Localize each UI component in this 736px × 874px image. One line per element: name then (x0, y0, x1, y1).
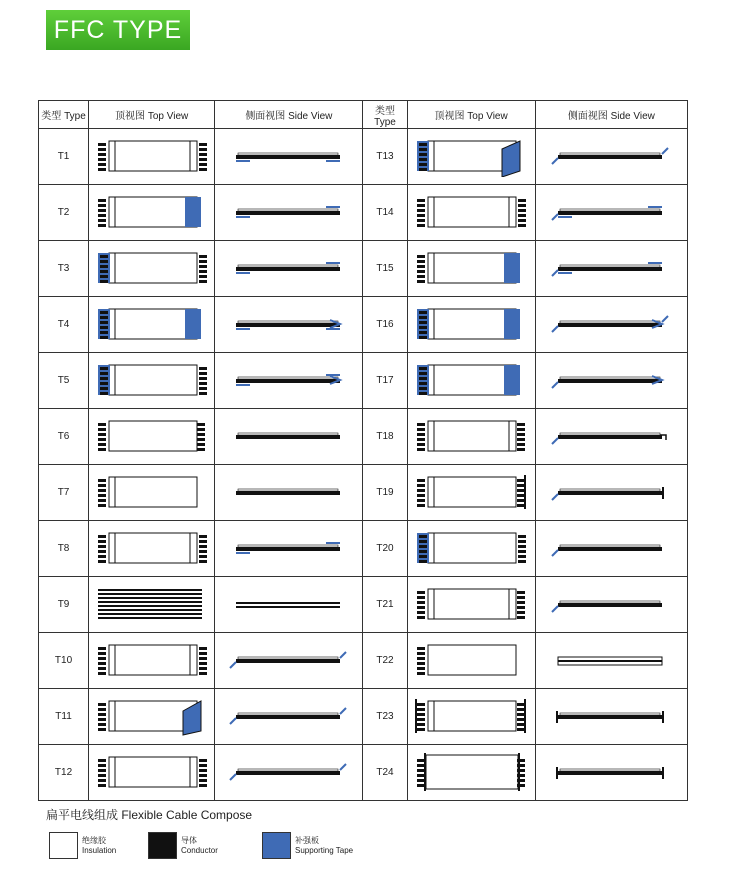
side-view-drawing (548, 478, 674, 508)
side-view-drawing (226, 702, 352, 732)
type-label: T14 (363, 185, 407, 241)
type-label: T23 (363, 689, 407, 745)
legend-insulation (49, 832, 116, 859)
side-view-drawing (548, 198, 674, 228)
top-view-drawing (95, 641, 209, 681)
top-view-cell (407, 465, 535, 521)
side-view-cell (535, 465, 687, 521)
top-view-cell (407, 129, 535, 185)
table-row (39, 409, 688, 465)
side-view-drawing (548, 310, 674, 340)
side-view-drawing (226, 366, 352, 396)
header-type-right: 类型 Type (363, 101, 407, 129)
side-view-drawing (226, 142, 352, 172)
side-view-drawing (226, 198, 352, 228)
top-view-drawing (95, 137, 209, 177)
top-view-drawing (414, 697, 528, 737)
top-view-drawing (414, 305, 528, 345)
type-label: T12 (39, 745, 89, 801)
table-row (39, 745, 688, 801)
top-view-cell (89, 745, 215, 801)
side-view-drawing (226, 478, 352, 508)
side-view-cell (215, 409, 363, 465)
ffc-type-table (38, 100, 688, 801)
side-view-cell (215, 241, 363, 297)
type-label: T9 (39, 577, 89, 633)
table-row (39, 129, 688, 185)
top-view-cell (407, 241, 535, 297)
header-type-left: 类型 Type (39, 101, 89, 129)
top-view-drawing (95, 305, 209, 345)
top-view-drawing (95, 697, 209, 737)
top-view-drawing (95, 417, 209, 457)
top-view-drawing (414, 585, 528, 625)
side-view-cell (215, 297, 363, 353)
type-label: T11 (39, 689, 89, 745)
side-view-drawing (226, 590, 352, 620)
type-label: T19 (363, 465, 407, 521)
top-view-cell (407, 521, 535, 577)
top-view-drawing (95, 193, 209, 233)
page-title: FFC TYPE (46, 10, 190, 50)
table-header-row (39, 101, 688, 129)
top-view-cell (89, 577, 215, 633)
legend-tape (262, 832, 353, 859)
side-view-cell (215, 129, 363, 185)
top-view-cell (89, 241, 215, 297)
top-view-cell (407, 577, 535, 633)
table-row (39, 633, 688, 689)
side-view-cell (535, 745, 687, 801)
side-view-cell (535, 521, 687, 577)
top-view-drawing (414, 417, 528, 457)
type-label: T10 (39, 633, 89, 689)
table-row (39, 241, 688, 297)
top-view-cell (89, 185, 215, 241)
top-view-cell (89, 409, 215, 465)
legend-tape-en: Supporting Tape (295, 845, 354, 855)
legend-title: 扁平电线组成 Flexible Cable Compose (46, 808, 253, 822)
top-view-drawing (414, 361, 528, 401)
legend-conductor-en: Conductor (181, 845, 218, 855)
top-view-cell (89, 521, 215, 577)
type-label: T2 (39, 185, 89, 241)
table-row (39, 521, 688, 577)
type-label: T16 (363, 297, 407, 353)
side-view-drawing (548, 534, 674, 564)
top-view-drawing (95, 585, 209, 625)
side-view-drawing (226, 646, 352, 676)
side-view-drawing (226, 534, 352, 564)
top-view-drawing (95, 753, 209, 793)
side-view-cell (535, 689, 687, 745)
top-view-cell (407, 353, 535, 409)
side-view-drawing (226, 758, 352, 788)
side-view-cell (215, 185, 363, 241)
table-row (39, 465, 688, 521)
side-view-cell (215, 521, 363, 577)
type-label: T24 (363, 745, 407, 801)
type-label: T3 (39, 241, 89, 297)
top-view-drawing (414, 193, 528, 233)
top-view-cell (407, 633, 535, 689)
side-view-drawing (226, 310, 352, 340)
tape-swatch (262, 832, 291, 859)
top-view-cell (89, 633, 215, 689)
top-view-cell (407, 185, 535, 241)
top-view-drawing (414, 753, 528, 793)
side-view-drawing (548, 422, 674, 452)
top-view-cell (407, 745, 535, 801)
top-view-drawing (414, 641, 528, 681)
side-view-drawing (548, 702, 674, 732)
legend-insulation-en: Insulation (82, 845, 117, 855)
type-label: T4 (39, 297, 89, 353)
side-view-cell (215, 577, 363, 633)
table-row (39, 689, 688, 745)
side-view-drawing (548, 646, 674, 676)
top-view-cell (407, 409, 535, 465)
top-view-drawing (95, 529, 209, 569)
type-label: T1 (39, 129, 89, 185)
legend-tape-cn: 补强板 (295, 835, 319, 845)
top-view-drawing (95, 249, 209, 289)
header-side-left: 侧面视图 Side View (215, 101, 363, 129)
insulation-swatch (49, 832, 78, 859)
conductor-swatch (148, 832, 177, 859)
legend-insulation-cn: 绝缘胶 (82, 835, 106, 845)
side-view-drawing (548, 254, 674, 284)
type-label: T7 (39, 465, 89, 521)
side-view-cell (215, 745, 363, 801)
top-view-cell (407, 297, 535, 353)
top-view-drawing (414, 529, 528, 569)
top-view-drawing (95, 361, 209, 401)
legend-conductor (148, 832, 218, 859)
type-label: T20 (363, 521, 407, 577)
top-view-drawing (414, 137, 528, 177)
top-view-drawing (414, 473, 528, 513)
side-view-cell (535, 241, 687, 297)
type-label: T15 (363, 241, 407, 297)
type-label: T22 (363, 633, 407, 689)
side-view-cell (535, 353, 687, 409)
top-view-drawing (95, 473, 209, 513)
table-row (39, 353, 688, 409)
top-view-drawing (414, 249, 528, 289)
side-view-drawing (226, 254, 352, 284)
side-view-cell (535, 185, 687, 241)
side-view-cell (215, 465, 363, 521)
top-view-cell (89, 353, 215, 409)
side-view-cell (215, 689, 363, 745)
type-label: T5 (39, 353, 89, 409)
side-view-cell (535, 129, 687, 185)
table-row (39, 297, 688, 353)
side-view-drawing (548, 142, 674, 172)
top-view-cell (89, 129, 215, 185)
table-row (39, 185, 688, 241)
header-top-right: 顶视图 Top View (407, 101, 535, 129)
side-view-cell (215, 353, 363, 409)
type-label: T21 (363, 577, 407, 633)
top-view-cell (407, 689, 535, 745)
side-view-cell (535, 297, 687, 353)
side-view-cell (535, 409, 687, 465)
type-label: T13 (363, 129, 407, 185)
top-view-cell (89, 297, 215, 353)
side-view-cell (535, 577, 687, 633)
top-view-cell (89, 465, 215, 521)
side-view-drawing (548, 590, 674, 620)
side-view-drawing (548, 366, 674, 396)
type-label: T6 (39, 409, 89, 465)
side-view-cell (535, 633, 687, 689)
type-label: T18 (363, 409, 407, 465)
side-view-drawing (548, 758, 674, 788)
legend-conductor-cn: 导体 (181, 835, 197, 845)
table-row (39, 577, 688, 633)
type-label: T17 (363, 353, 407, 409)
side-view-cell (215, 633, 363, 689)
top-view-cell (89, 689, 215, 745)
type-label: T8 (39, 521, 89, 577)
header-top-left: 顶视图 Top View (89, 101, 215, 129)
header-side-right: 侧面视图 Side View (535, 101, 687, 129)
side-view-drawing (226, 422, 352, 452)
